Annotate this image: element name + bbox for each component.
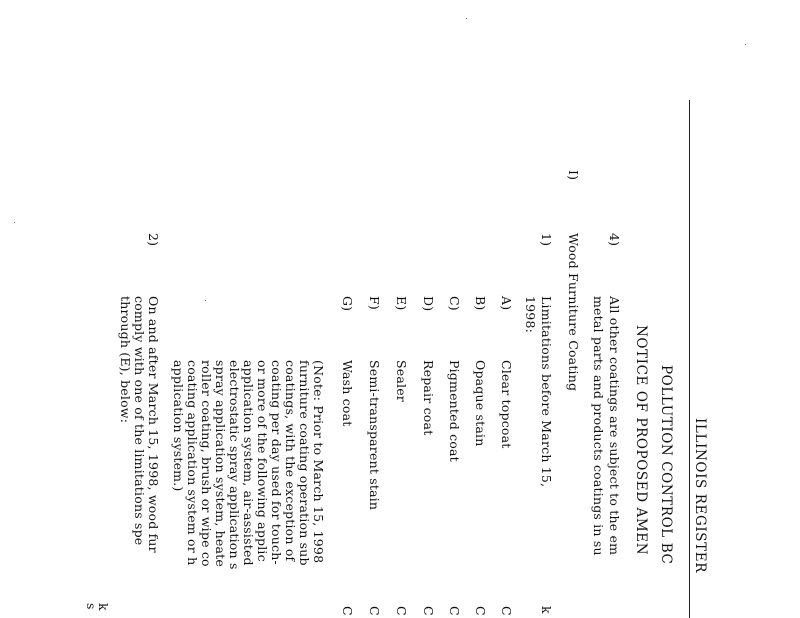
item-1-label: 1) (539, 233, 554, 247)
note-line: application system.) (171, 360, 186, 492)
item-4-label: 4) (607, 233, 622, 247)
coating-value-fragment: C (340, 606, 355, 616)
notice-title: NOTICE OF PROPOSED AMEN (633, 325, 649, 556)
coating-label: C) (447, 296, 462, 311)
coating-label: F) (367, 296, 382, 310)
note-line: coating per day used for touch- (269, 360, 284, 565)
item-4-text-line2: metal parts and products coatings in su (591, 296, 606, 556)
board-title: POLLUTION CONTROL BC (658, 365, 674, 565)
note-line: or more of the following applic (255, 360, 270, 562)
coating-label: B) (473, 296, 488, 311)
note-line: application system, air-assisted (241, 360, 256, 566)
scan-speck (745, 44, 746, 45)
edge-fragment: k (96, 603, 111, 611)
note-line: electrostatic spray application s (227, 360, 242, 570)
coating-name: Clear topcoat (499, 360, 514, 449)
edge-fragment: s (84, 603, 99, 610)
coating-value-fragment: C (394, 606, 409, 616)
item-1-text-line1: Limitations before March 15, (539, 296, 554, 488)
item-1-text-line2: 1998: (523, 296, 538, 334)
note-line: spray application system, heate (213, 360, 228, 567)
coating-value-fragment: C (447, 606, 462, 616)
coating-name: Pigmented coat (447, 360, 462, 462)
coating-label: D) (421, 296, 436, 312)
register-title: ILLINOIS REGISTER (692, 418, 708, 573)
note-line: coating application system or h (185, 360, 200, 566)
coating-value-fragment: C (421, 606, 436, 616)
scan-speck (466, 18, 467, 19)
item-2-label: 2) (146, 233, 161, 247)
note-line: (Note: Prior to March 15, 1998 (311, 360, 326, 564)
item-2-text-line3: through (E), below: (118, 296, 133, 424)
item-4-text-line1: All other coatings are subject to the em (607, 296, 622, 556)
coating-name: Sealer (394, 360, 409, 402)
coating-label: A) (499, 296, 514, 311)
note-line: roller coating, brush or wipe co (199, 360, 214, 567)
note-line: furniture coating operation sub (297, 360, 312, 566)
coating-value-fragment: C (367, 606, 382, 616)
coating-name: Opaque stain (473, 360, 488, 447)
section-title: Wood Furniture Coating (566, 233, 581, 392)
coating-label: E) (394, 296, 409, 311)
coating-value-fragment: C (499, 606, 514, 616)
coating-label: G) (340, 296, 355, 312)
scan-speck (14, 222, 15, 223)
coating-name: Repair coat (421, 360, 436, 436)
header-rule (689, 100, 690, 618)
scan-speck (205, 300, 206, 301)
section-label: I) (566, 170, 581, 181)
coating-value-fragment: C (473, 606, 488, 616)
note-line: coatings, with the exception of (283, 360, 298, 562)
coating-name: Wash coat (340, 360, 355, 427)
coating-name: Semi-transparent stain (367, 360, 382, 511)
item-2-text-line2: comply with one of the limitations spe (132, 296, 147, 546)
item-2-text-line1: On and after March 15, 1998, wood fur (146, 296, 161, 553)
column-header-fragment: k (539, 606, 554, 614)
